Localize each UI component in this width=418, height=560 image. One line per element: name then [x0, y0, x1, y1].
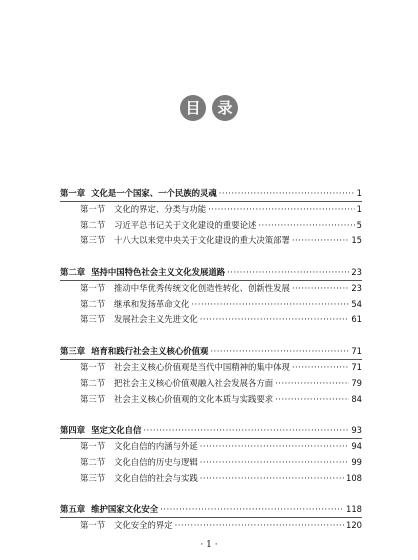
section-title: 社会主义核心价值观是当代中国精神的集中体现: [114, 362, 290, 373]
dot-leader: [200, 471, 344, 487]
section-entry[interactable]: [60, 471, 362, 487]
chapter-1: [60, 185, 362, 249]
section-label: 第三节: [80, 314, 106, 325]
dot-leader: [219, 185, 355, 201]
section-title: 社会主义核心价值观的文化本质与实践要求: [114, 393, 274, 404]
chapter-heading[interactable]: [60, 264, 362, 281]
table-of-contents: [60, 185, 362, 534]
chapter-5: [60, 501, 362, 534]
chapter-heading[interactable]: [60, 501, 362, 518]
section-label: 第三节: [80, 472, 106, 483]
chapter-4: [60, 422, 362, 486]
dot-leader: [258, 218, 354, 234]
chapter-page: 71: [351, 346, 362, 357]
section-page: 99: [351, 456, 362, 467]
page-number: · 1 ·: [200, 540, 218, 550]
section-page: 84: [351, 393, 362, 404]
toc-title: [0, 95, 418, 121]
section-page: 61: [351, 314, 362, 325]
dot-leader: [175, 518, 344, 534]
section-title: 文化自信的内涵与外延: [114, 441, 198, 452]
section-entry[interactable]: [60, 376, 362, 392]
dot-leader: [275, 392, 349, 408]
chapter-heading[interactable]: [60, 422, 362, 439]
chapter-title: 培育和践行社会主义核心价值观: [91, 346, 209, 357]
section-label: 第二节: [80, 219, 106, 230]
section-entry[interactable]: [60, 281, 362, 297]
chapter-heading[interactable]: [60, 185, 362, 202]
chapter-3: [60, 343, 362, 407]
section-label: 第二节: [80, 456, 106, 467]
chapter-title: 维护国家文化安全: [91, 504, 159, 515]
title-char-mu: 目: [180, 95, 206, 121]
chapter-label: 第三章: [60, 346, 86, 357]
section-page: 1: [356, 204, 362, 214]
chapter-page: 93: [351, 425, 362, 436]
section-label: 第一节: [80, 283, 106, 294]
section-title: 文化的界定、分类与功能: [114, 204, 207, 214]
section-page: 120: [346, 520, 362, 531]
section-page: 54: [351, 298, 362, 309]
chapter-title: 坚持中国特色社会主义文化发展道路: [91, 267, 226, 278]
dot-leader: [200, 439, 350, 455]
dot-leader: [292, 233, 349, 249]
section-title: 十八大以来党中央关于文化建设的重大决策部署: [114, 235, 290, 246]
title-char-lu: 录: [212, 95, 238, 121]
dot-leader: [227, 264, 349, 280]
section-page: 108: [346, 472, 362, 483]
section-label: 第一节: [80, 520, 106, 531]
dot-leader: [191, 297, 349, 313]
section-entry[interactable]: [60, 297, 362, 313]
chapter-2: [60, 264, 362, 328]
section-title: 推动中华优秀传统文化创造性转化、创新性发展: [114, 283, 290, 294]
section-entry[interactable]: [60, 233, 362, 249]
chapter-label: 第二章: [60, 267, 86, 278]
section-title: 文化安全的界定: [114, 520, 173, 531]
dot-leader: [292, 360, 349, 376]
chapter-label: 第一章: [60, 188, 86, 198]
dot-leader: [160, 501, 344, 517]
section-label: 第二节: [80, 377, 106, 388]
section-entry[interactable]: [60, 202, 362, 218]
section-entry[interactable]: [60, 360, 362, 376]
section-title: 文化自信的历史与逻辑: [114, 456, 198, 467]
section-entry[interactable]: [60, 312, 362, 328]
chapter-page: 1: [356, 188, 362, 198]
chapter-page: 23: [351, 267, 362, 278]
dot-leader: [208, 202, 355, 218]
section-entry[interactable]: [60, 439, 362, 455]
section-entry[interactable]: [60, 218, 362, 234]
section-label: 第一节: [80, 441, 106, 452]
section-label: 第三节: [80, 393, 106, 404]
section-page: 5: [356, 219, 362, 230]
chapter-title: 文化是一个国家、一个民族的灵魂: [91, 188, 217, 198]
section-title: 把社会主义核心价值观融入社会发展各方面: [114, 377, 274, 388]
section-label: 第一节: [80, 362, 106, 373]
section-title: 习近平总书记关于文化建设的重要论述: [114, 219, 257, 230]
section-page: 79: [351, 377, 362, 388]
dot-leader: [200, 312, 350, 328]
section-title: 继承和发扬革命文化: [114, 298, 190, 309]
chapter-label: 第四章: [60, 425, 86, 436]
section-entry[interactable]: [60, 518, 362, 534]
section-entry[interactable]: [60, 455, 362, 471]
chapter-heading[interactable]: [60, 343, 362, 360]
section-title: 发展社会主义先进文化: [114, 314, 198, 325]
section-label: 第二节: [80, 298, 106, 309]
chapter-page: 118: [346, 504, 362, 515]
section-page: 71: [351, 362, 362, 373]
section-page: 23: [351, 283, 362, 294]
dot-leader: [292, 281, 349, 297]
section-entry[interactable]: [60, 392, 362, 408]
chapter-title: 坚定文化自信: [91, 425, 142, 436]
section-label: 第一节: [80, 204, 106, 214]
section-title: 文化自信的社会与实践: [114, 472, 198, 483]
section-label: 第三节: [80, 235, 106, 246]
dot-leader: [275, 376, 349, 392]
chapter-label: 第五章: [60, 504, 86, 515]
section-page: 15: [351, 235, 362, 246]
dot-leader: [210, 343, 349, 359]
section-page: 94: [351, 441, 362, 452]
dot-leader: [143, 422, 349, 438]
dot-leader: [200, 455, 350, 471]
